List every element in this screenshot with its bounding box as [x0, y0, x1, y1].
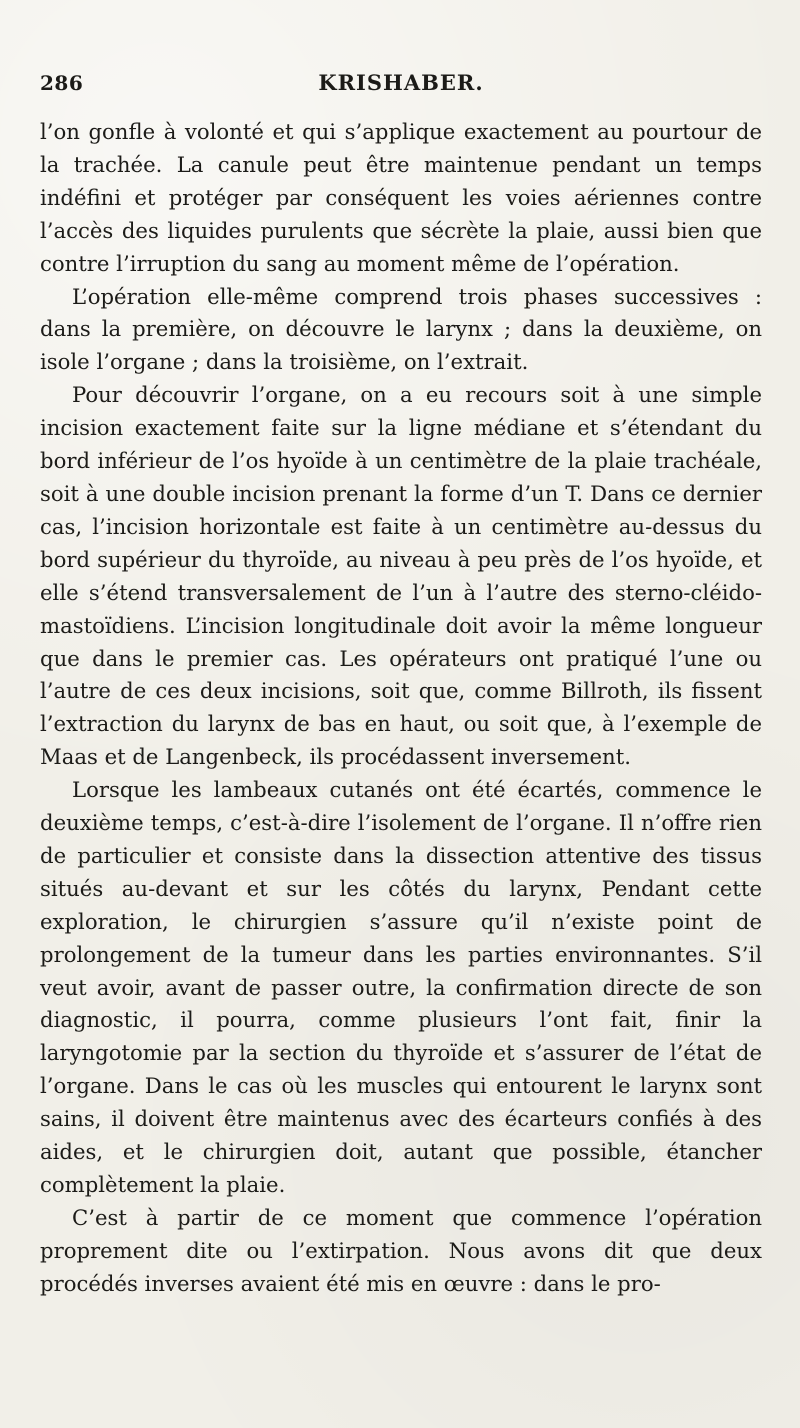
paragraph-3: Pour découvrir l’organe, on a eu recours soit à une simple incision exactement faite sur la ligne médiane et s’étendant du bord inférieur de l’os hyoïde à un centimètre de la plaie trachéale, soit à une double incision prenant la forme d’un T. Dans ce dernier cas, l’incision horizontale est faite à un centimètre au-dessus du bord supérieur du thyroïde, au niveau à peu près de l’os hyoïde, et elle s’étend transversalement de l’un à l’autre des sterno-cléido-mastoïdiens. L’incision longitudinale doit avoir la même longueur que dans le premier cas. Les opérateurs ont pratiqué l’une ou l’autre de ces deux incisions, soit que, comme Billroth, ils fissent l’extraction du larynx de bas en haut, ou soit que, à l’exemple de Maas et de Langenbeck, ils procédassent inversement.	[40, 382, 762, 770]
running-head: KRISHABER.	[318, 70, 484, 95]
paragraph-1: l’on gonfle à volonté et qui s’applique exactement au pourtour de la trachée. La canule peut être maintenue pendant un temps indéfini et protéger par conséquent les voies aériennes contre l’accès des liquides purulents que sécrète la plaie, aussi bien que contre l’irruption du sang au moment même de l’opération.	[40, 119, 762, 276]
paragraph-5: C’est à partir de ce moment que commence l’opération proprement dite ou l’extirpation. Nous avons dit que deux procédés inverses avaient été mis en œuvre : dans le pro-	[40, 1204, 762, 1296]
body-text	[40, 116, 762, 1301]
paragraph-4: Lorsque les lambeaux cutanés ont été écartés, commence le deuxième temps, c’est-à-dire l’isolement de l’organe. Il n’offre rien de particulier et consiste dans la dissection attentive des tissus situés au-devant et sur les côtés du larynx, Pendant cette exploration, le chirurgien s’assure qu’il n’existe point de prolongement de la tumeur dans les parties environnantes. S’il veut avoir, avant de passer outre, la confirmation directe de son diagnostic, il pourra, comme plusieurs l’ont fait, finir la laryngotomie par la section du thyroïde et s’assurer de l’état de l’organe. Dans le cas où les muscles qui entourent le larynx sont sains, il doivent être maintenus avec des écarteurs confiés à des aides, et le chirurgien doit, autant que possible, étancher complètement la plaie.	[40, 777, 762, 1197]
paragraph-2: L’opération elle-même comprend trois phases successives : dans la première, on découvre le larynx ; dans la deuxième, on isole l’organe ; dans la troisième, on l’extrait.	[40, 283, 762, 375]
page-number: 286	[40, 71, 84, 95]
page-header	[40, 70, 762, 110]
